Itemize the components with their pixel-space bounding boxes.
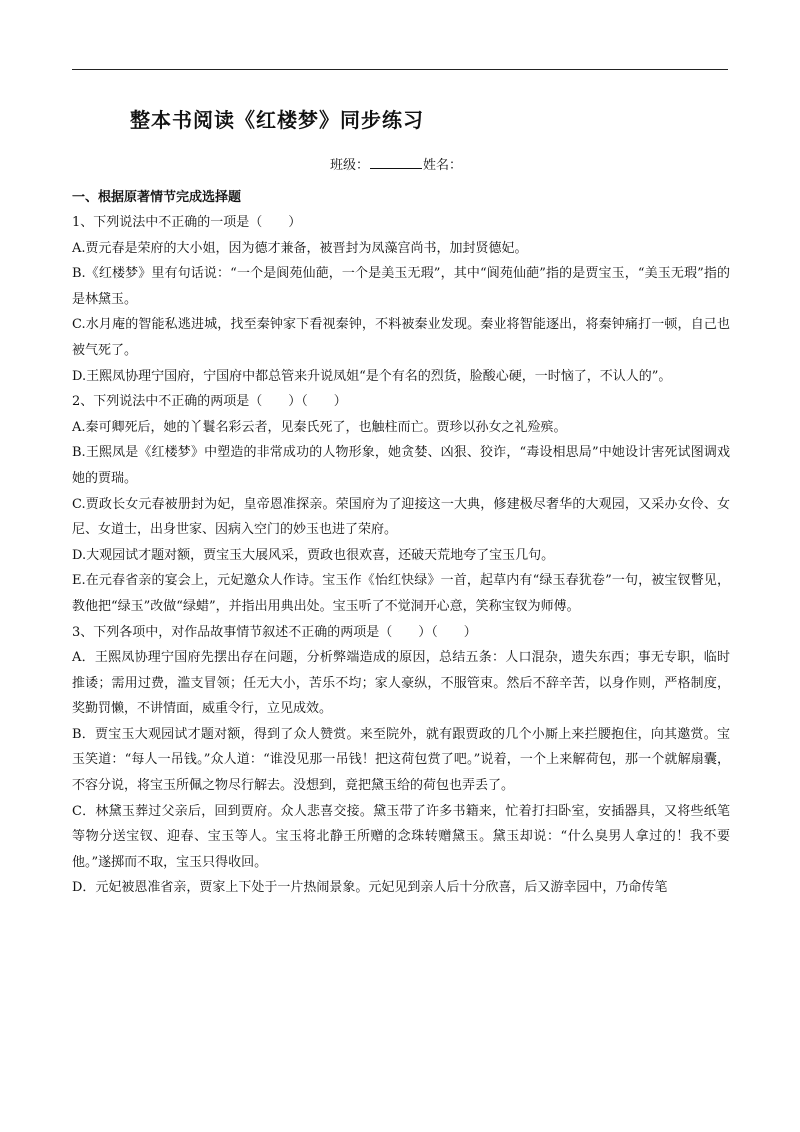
class-blank [370,155,422,169]
question-1-option-a: A.贾元春是荣府的大小姐，因为德才兼备，被晋封为凤藻宫尚书，加封贤德妃。 [72,240,528,256]
question-2-option-d: D.大观园试才题对额，贾宝玉大展风采，贾政也很欢喜，还破天荒地夸了宝玉几句。 [72,547,555,563]
header-rule [72,69,728,70]
question-2-option-a: A.秦可卿死后，她的丫鬟名彩云者，见秦氏死了，也触柱而亡。贾珍以孙女之礼殓殡。 [72,419,567,435]
question-2-option-b: B.王熙凤是《红楼梦》中塑造的非常成功的人物形象，她贪婪、凶狠、狡诈，“毒设相思局”中她设计害死试图调戏她的贾瑞。 [72,445,730,486]
class-name-line [330,154,462,173]
section-heading: 一、根据原著情节完成选择题 [72,190,242,205]
question-1-stem: 1、下列说法中不正确的一项是（ ） [72,215,302,230]
question-2-option-c: C.贾政长女元春被册封为妃，皇帝恩准探亲。荣国府为了迎接这一大典，修建极尽奢华的大观园，又采办女伶、女尼、女道士，出身世家、因病入空门的妙玉也进了荣府。 [72,496,730,538]
question-3-stem: 3、下列各项中，对作品故事情节叙述不正确的两项是（ ）（ ） [72,624,477,640]
question-1-option-c: C.水月庵的智能私逃进城，找至秦钟家下看视秦钟，不料被秦业发现。秦业将智能逐出，将秦钟痛打一顿，自己也被气死了。 [72,317,730,358]
page-title: 整本书阅读《红楼梦》同步练习 [130,108,424,132]
question-3-option-c: C．林黛玉葬过父亲后，回到贾府。众人悲喜交接。黛玉带了许多书籍来，忙着打扫卧室，安插器具，又将些纸笔等物分送宝钗、迎春、宝玉等人。宝玉将北静王所赠的念珠转赠黛玉。黛玉却说：“什么臭男人拿过的！我不要他。”遂掷而不取，宝玉只得收回。 [72,803,730,870]
question-3-option-a: A．王熙凤协理宁国府先摆出存在问题，分析弊端造成的原因，总结五条：人口混杂，遗失东西；事无专职，临时推诿；需用过费，滥支冒领；任无大小，苦乐不均；家人豪纵，不服管束。然后不辞辛苦，以身作则，严格制度，奖勤罚懒，不讲情面，威重令行，立见成效。 [72,650,730,717]
name-label: 姓名： [423,158,463,173]
question-3-option-b: B．贾宝玉大观园试才题对额，得到了众人赞赏。来至院外，就有跟贾政的几个小厮上来拦腰抱住，向其邀赏。宝玉笑道：“每人一吊钱。”众人道：“谁没见那一吊钱！把这荷包赏了吧。”说着，一个上来解荷包，那一个就解扇囊，不容分说，将宝玉所佩之物尽行解去。没想到，竟把黛玉给的荷包也弄丢了。 [72,726,730,794]
question-1-option-b: B.《红楼梦》里有句话说：“一个是阆苑仙葩，一个是美玉无瑕”，其中“阆苑仙葩”指的是贾宝玉，“美玉无瑕”指的是林黛玉。 [72,266,730,307]
question-3-option-d: D．元妃被恩准省亲，贾家上下处于一片热闹景象。元妃见到亲人后十分欣喜，后又游幸园中，乃命传笔 [72,880,668,896]
class-label: 班级： [330,158,370,173]
question-1-option-d: D.王熙凤协理宁国府，宁国府中都总管来升说凤姐“是个有名的烈货，脸酸心硬，一时恼了，不认人的”。 [72,368,672,384]
question-2-option-e: E.在元春省亲的宴会上，元妃邀众人作诗。宝玉作《怡红快绿》一首，起草内有“绿玉春犹卷”一句，被宝钗瞥见，教他把“绿玉”改做“绿蜡”，并指出用典出处。宝玉听了不觉洞开心意，笑称宝钗为师傅。 [72,573,730,614]
question-body [72,210,730,901]
question-2-stem: 2、下列说法中不正确的两项是（ ）（ ） [72,394,347,410]
